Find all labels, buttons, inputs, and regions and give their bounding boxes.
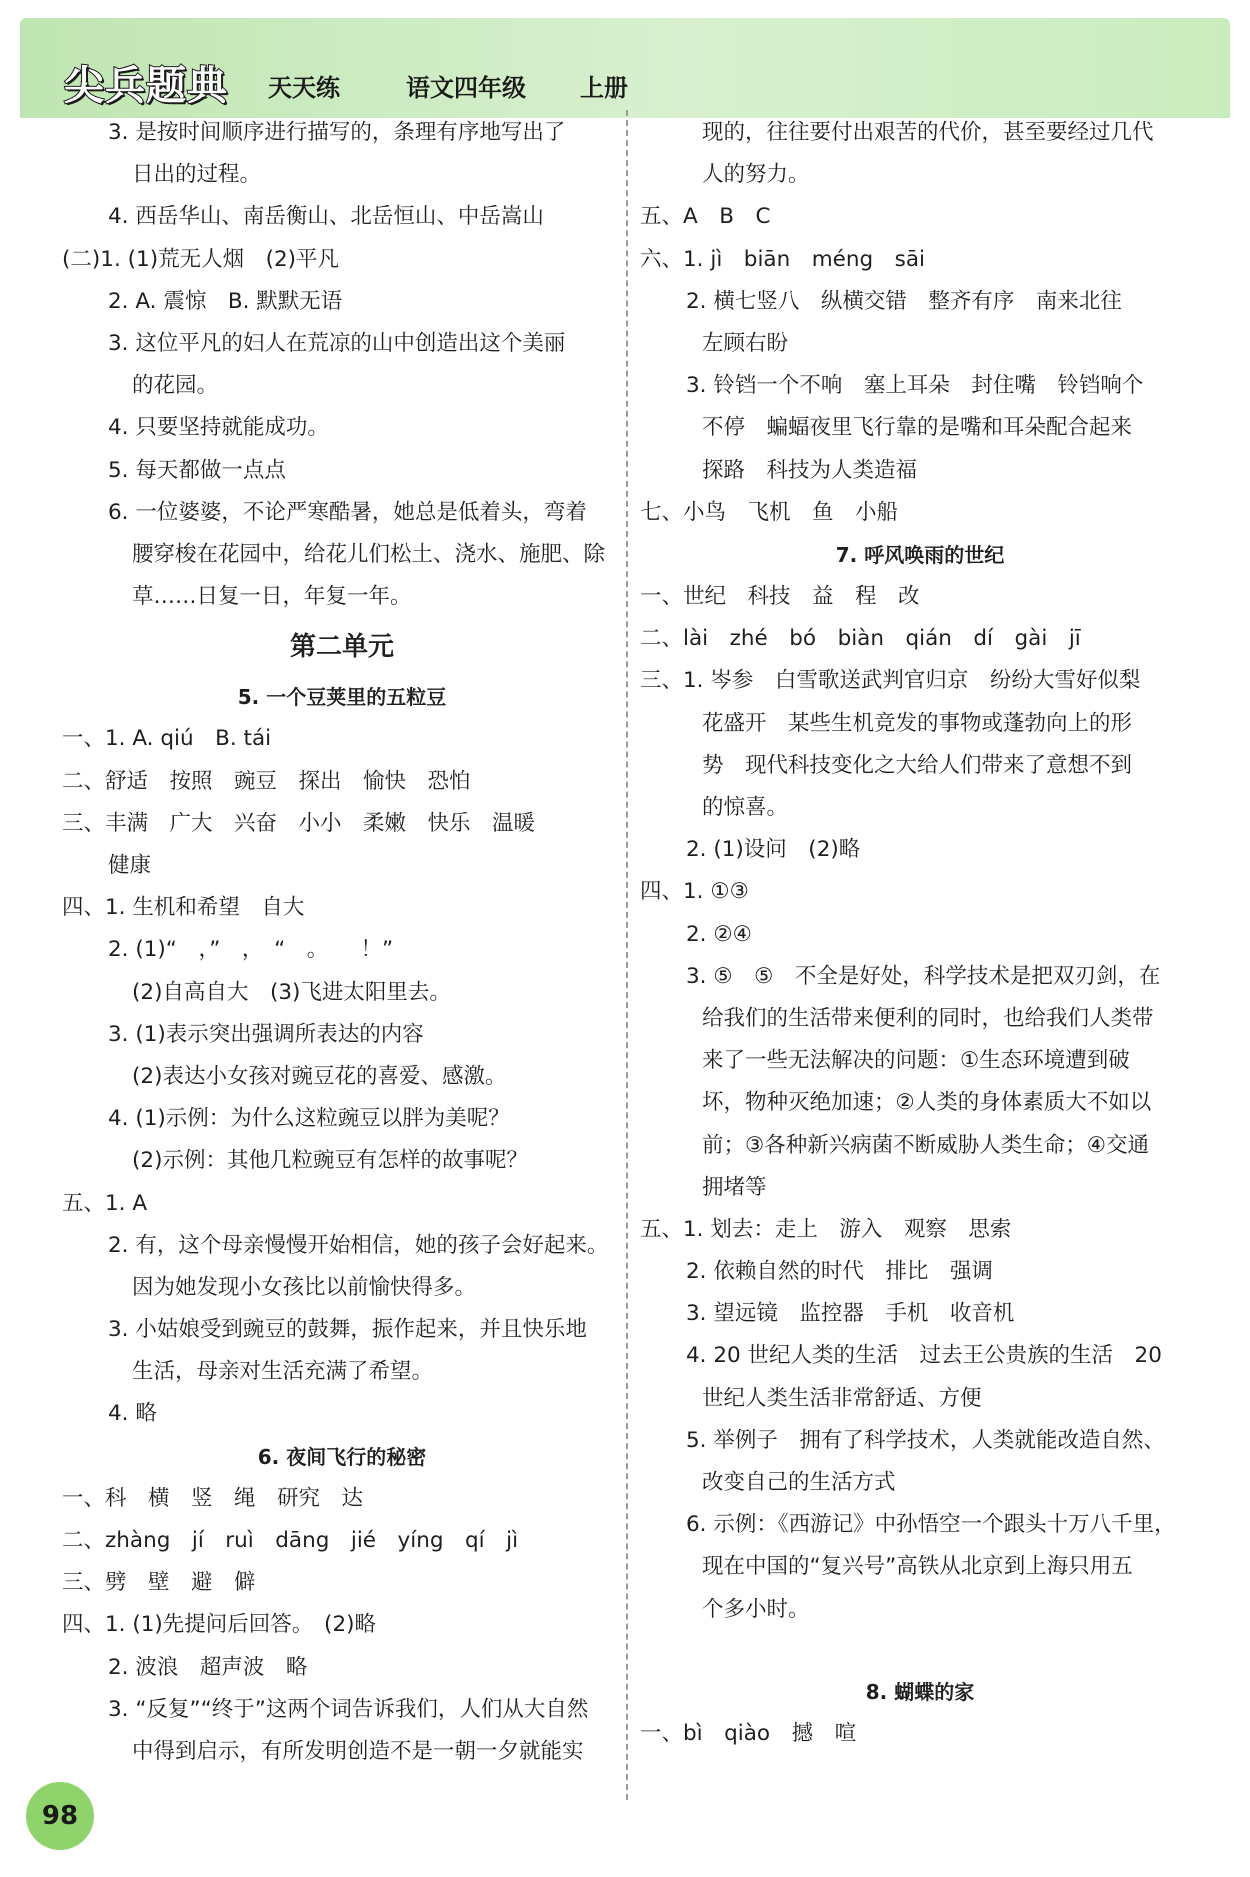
answer-line: 三、丰满 广大 兴奋 小小 柔嫩 快乐 温暖 xyxy=(62,810,536,836)
answer-line: 5. 举例子 拥有了科学技术，人类就能改造自然、 xyxy=(686,1427,1165,1453)
subject-title: 语文四年级 xyxy=(406,74,526,102)
answer-line: 五、1. 划去：走上 游入 观察 思索 xyxy=(640,1216,1012,1242)
answer-line: 3. 望远镜 监控器 手机 收音机 xyxy=(686,1301,1015,1327)
answer-line: 四、1. ①③ xyxy=(640,879,749,905)
answer-line: 2. 依赖自然的时代 排比 强调 xyxy=(686,1259,993,1285)
answer-line: 七、小鸟 飞机 鱼 小船 xyxy=(640,499,899,525)
lesson-title: 8. 蝴蝶的家 xyxy=(865,1679,975,1704)
series-title: 天天练 xyxy=(268,74,340,102)
answer-line: 4. 20 世纪人类的生活 过去王公贵族的生活 20 xyxy=(686,1343,1162,1369)
answer-line: 2. 横七竖八 纵横交错 整齐有序 南来北往 xyxy=(686,288,1122,314)
lesson-title: 5. 一个豆荚里的五粒豆 xyxy=(237,685,447,710)
answer-line: (2)自高自大 (3)飞进太阳里去。 xyxy=(132,979,451,1005)
answer-line: 的惊喜。 xyxy=(702,795,789,820)
right-column xyxy=(640,112,1200,1755)
answer-line: 拥堵等 xyxy=(702,1174,767,1200)
answer-line: 草……日复一日，年复一年。 xyxy=(132,584,412,610)
column-divider xyxy=(626,110,628,1800)
answer-line: 左顾右盼 xyxy=(702,330,789,356)
page-header xyxy=(20,18,1230,118)
answer-line: 给我们的生活带来便利的同时，也给我们人类带 xyxy=(702,1005,1154,1031)
brand-logo: 尖兵题典 xyxy=(64,63,228,109)
answer-line: 个多小时。 xyxy=(702,1596,810,1622)
answer-line: 生活，母亲对生活充满了希望。 xyxy=(132,1359,434,1385)
answer-line: (2)表达小女孩对豌豆花的喜爱、感激。 xyxy=(132,1063,507,1089)
answer-line: 2. ②④ xyxy=(686,921,752,947)
answer-line: 五、1. A xyxy=(62,1190,148,1216)
answer-line: 日出的过程。 xyxy=(132,162,262,188)
answer-line: 前；③各种新兴病菌不断威胁人类生命；④交通 xyxy=(702,1132,1150,1158)
answer-line: 三、1. 岑参 白雪歌送武判官归京 纷纷大雪好似梨 xyxy=(640,668,1141,694)
answer-line: 势 现代科技变化之大给人们带来了意想不到 xyxy=(702,752,1133,778)
answer-line: (2)示例：其他几粒豌豆有怎样的故事呢？ xyxy=(132,1148,528,1174)
answer-line: 6. 示例：《西游记》中孙悟空一个跟头十万八千里， xyxy=(686,1512,1176,1538)
answer-line: 2. (1)设问 (2)略 xyxy=(686,837,861,863)
answer-line: 不停 蝙蝠夜里飞行靠的是嘴和耳朵配合起来 xyxy=(702,415,1133,441)
answer-line: 4. 略 xyxy=(108,1401,157,1427)
answer-line: 六、1. jì biān méng sāi xyxy=(640,246,926,272)
answer-line: 4. (1)示例：为什么这粒豌豆以胖为美呢？ xyxy=(108,1106,510,1132)
answer-line: 一、bì qiào 撼 喧 xyxy=(640,1720,857,1746)
answer-line: 6. 一位婆婆，不论严寒酷暑，她总是低着头，弯着 xyxy=(108,499,587,525)
lesson-title: 6. 夜间飞行的秘密 xyxy=(257,1444,427,1469)
answer-line: 3. 铃铛一个不响 塞上耳朵 封住嘴 铃铛响个 xyxy=(686,373,1144,399)
answer-line: 世纪人类生活非常舒适、方便 xyxy=(702,1385,982,1411)
answer-line: 3. ⑤ ⑤ 不全是好处，科学技术是把双刃剑，在 xyxy=(686,963,1161,989)
answer-line: 4. 西岳华山、南岳衡山、北岳恒山、中岳嵩山 xyxy=(108,204,544,230)
answer-line: 坏，物种灭绝加速；②人类的身体素质大不如以 xyxy=(702,1090,1152,1116)
answer-line: 改变自己的生活方式 xyxy=(702,1470,896,1495)
answer-line: 2. 有，这个母亲慢慢开始相信，她的孩子会好起来。 xyxy=(108,1232,609,1258)
answer-line: 一、世纪 科技 益 程 改 xyxy=(640,584,920,610)
answer-line: 中得到启示，有所发明创造不是一朝一夕就能实 xyxy=(132,1738,584,1764)
answer-line: 3. “反复”“终于”这两个词告诉我们，人们从大自然 xyxy=(108,1696,589,1722)
lesson-title: 7. 呼风唤雨的世纪 xyxy=(835,542,1005,567)
answer-line: 四、1. (1)先提问后回答。 (2)略 xyxy=(62,1612,377,1638)
answer-line: 现在中国的“复兴号”高铁从北京到上海只用五 xyxy=(702,1554,1133,1580)
answer-line: 因为她发现小女孩比以前愉快得多。 xyxy=(132,1274,477,1300)
left-column xyxy=(62,112,622,1773)
answer-line: 2. A. 震惊 B. 默默无语 xyxy=(108,288,343,314)
answer-line: 2. (1)“ ，” ， “ 。 ！” xyxy=(108,937,394,963)
unit-heading: 第二单元 xyxy=(289,632,394,663)
answer-line: 腰穿梭在花园中，给花儿们松土、浇水、施肥、除 xyxy=(132,541,606,567)
answer-line: 3. (1)表示突出强调所表达的内容 xyxy=(108,1021,424,1047)
answer-line: 3. 这位平凡的妇人在荒凉的山中创造出这个美丽 xyxy=(108,330,566,356)
answer-line: 花盛开 某些生机竞发的事物或蓬勃向上的形 xyxy=(702,710,1133,736)
answer-line: 一、1. A. qiú B. tái xyxy=(62,726,272,752)
answer-line: 2. 波浪 超声波 略 xyxy=(108,1654,308,1680)
answer-line: 二、舒适 按照 豌豆 探出 愉快 恐怕 xyxy=(62,768,471,794)
answer-line: 3. 是按时间顺序进行描写的，条理有序地写出了 xyxy=(108,120,566,145)
answer-line: 人的努力。 xyxy=(702,162,810,188)
answer-line: 健康 xyxy=(108,853,152,878)
answer-line: 五、A B C xyxy=(640,204,771,230)
page-number: 98 xyxy=(26,1782,94,1850)
answer-line: 二、zhàng jí ruì dāng jié yíng qí jì xyxy=(62,1528,519,1553)
spacer xyxy=(640,1631,1200,1671)
answer-line: 来了一些无法解决的问题：①生态环境遭到破 xyxy=(702,1048,1130,1074)
answer-line: 一、科 横 竖 绳 研究 达 xyxy=(62,1485,364,1511)
answer-line: 四、1. 生机和希望 自大 xyxy=(62,895,305,921)
answer-line: 现的，往往要付出艰苦的代价，甚至要经过几代 xyxy=(702,120,1154,145)
answer-line: 3. 小姑娘受到豌豆的鼓舞，振作起来，并且快乐地 xyxy=(108,1317,587,1343)
answer-line: 5. 每天都做一点点 xyxy=(108,457,286,483)
answer-line: 三、劈 壁 避 僻 xyxy=(62,1570,256,1596)
answer-line: (二)1. (1)荒无人烟 (2)平凡 xyxy=(62,246,340,272)
answer-line: 探路 科技为人类造福 xyxy=(702,457,918,483)
answer-line: 4. 只要坚持就能成功。 xyxy=(108,415,329,441)
answer-line: 二、lài zhé bó biàn qián dí gài jī xyxy=(640,626,1081,652)
volume-title: 上册 xyxy=(580,74,628,102)
answer-line: 的花园。 xyxy=(132,373,219,399)
